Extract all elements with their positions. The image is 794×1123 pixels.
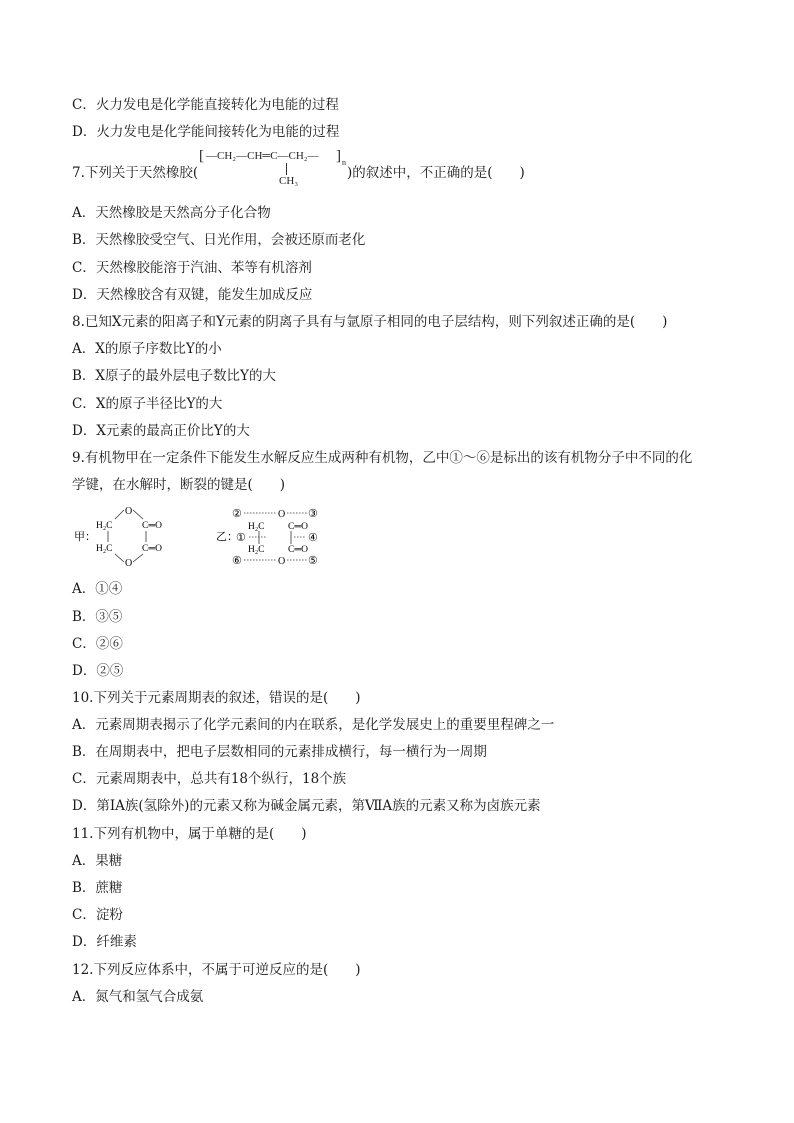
yi-bottom-oxygen: O (278, 556, 286, 567)
jia-bottom-oxygen: O (125, 558, 133, 569)
yi-carbonyl-top: C═O (288, 522, 308, 532)
q9-option-c: C．②⑥ (72, 636, 123, 652)
formula-branch-methyl: CH₃ (279, 175, 299, 187)
bond-number-5: ⑤ (308, 555, 318, 567)
formula-main-chain: —CH₂—CH═C—CH₂— (206, 150, 319, 162)
jia-bond (133, 554, 143, 562)
bond-number-3: ③ (308, 508, 318, 520)
bond-number-4: ④ (308, 532, 318, 544)
bond-number-1: ① (236, 532, 246, 544)
yi-h2c-top: H₂C (248, 522, 265, 532)
q6-option-c: C．火力发电是化学能直接转化为电能的过程 (72, 97, 339, 113)
yi-label: 乙： (216, 531, 238, 543)
bond-number-6: ⑥ (232, 555, 242, 567)
yi-carbonyl-bottom: C═O (288, 545, 308, 555)
q11-option-a: A．果糖 (72, 853, 123, 869)
formula-bracket-right: ] (336, 148, 341, 164)
q6-option-d: D．火力发电是化学能间接转化为电能的过程 (72, 124, 340, 140)
jia-carbonyl-bottom: C═O (142, 544, 162, 554)
jia-h2c-top: H₂C (96, 521, 113, 531)
q7-option-a: A．天然橡胶是天然高分子化合物 (72, 205, 271, 221)
q7-option-c: C．天然橡胶能溶于汽油、苯等有机溶剂 (72, 260, 312, 276)
q8-option-d: D．X元素的最高正价比Y的大 (72, 423, 250, 439)
q11-option-d: D．纤维素 (72, 934, 137, 950)
q8-option-c: C．X的原子半径比Y的大 (72, 396, 223, 412)
q11-option-c: C．淀粉 (72, 907, 123, 923)
q7-stem-end: )的叙述中，不正确的是( ) (347, 165, 525, 181)
q9-option-d: D．②⑤ (72, 663, 124, 679)
q10-option-d: D．第ⅠA族(氢除外)的元素又称为碱金属元素，第ⅦA族的元素又称为卤族元素 (72, 798, 541, 814)
q12-option-a: A．氮气和氢气合成氨 (72, 989, 204, 1005)
formula-bracket-left: [ (199, 148, 204, 164)
q7-option-b: B．天然橡胶受空气、日光作用，会被还原而老化 (72, 232, 366, 248)
q11-stem: 11.下列有机物中，属于单糖的是( ) (72, 826, 307, 842)
q10-stem: 10.下列关于元素周期表的叙述，错误的是( ) (72, 690, 361, 706)
q11-option-b: B．蔗糖 (72, 880, 123, 896)
q7-option-d: D．天然橡胶含有双键，能发生加成反应 (72, 287, 313, 303)
jia-bond (115, 554, 124, 562)
q10-option-c: C．元素周期表中，总共有18个纵行，18个族 (72, 771, 347, 787)
yi-h2c-bottom: H₂C (248, 545, 265, 555)
jia-carbonyl-top: C═O (142, 521, 162, 531)
q9-option-b: B．③⑤ (72, 609, 123, 625)
formula-branch-bond (286, 163, 287, 175)
q8-stem: 8.已知X元素的阳离子和Y元素的阴离子具有与氩原子相同的电子层结构，则下列叙述正确的是( ) (72, 314, 668, 330)
jia-bond (133, 510, 143, 519)
q8-option-a: A．X的原子序数比Y的小 (72, 341, 222, 357)
formula-subscript-n: n (342, 158, 346, 167)
q9-stem-line2: 学键，在水解时，断裂的键是( ) (72, 477, 286, 493)
natural-rubber-formula (199, 148, 347, 190)
jia-h2c-bottom: H₂C (96, 544, 113, 554)
q9-option-a: A．①④ (72, 581, 123, 597)
q10-option-a: A．元素周期表揭示了化学元素间的内在联系，是化学发展史上的重要里程碑之一 (72, 717, 555, 733)
q12-stem: 12.下列反应体系中，不属于可逆反应的是( ) (72, 962, 361, 978)
q7-stem-start: 7.下列关于天然橡胶( (72, 165, 199, 181)
jia-label: 甲： (74, 531, 96, 543)
q9-structures (70, 500, 340, 572)
q8-option-b: B．X原子的最外层电子数比Y的大 (72, 368, 276, 384)
jia-bond (115, 510, 124, 519)
jia-top-oxygen: O (125, 506, 133, 517)
q10-option-b: B．在周期表中，把电子层数相同的元素排成横行，每一横行为一周期 (72, 744, 487, 760)
yi-top-oxygen: O (278, 509, 286, 520)
bond-number-2: ② (232, 508, 242, 520)
q9-stem-line1: 9.有机物甲在一定条件下能发生水解反应生成两种有机物，乙中①～⑥是标出的该有机物分子中不同的化 (72, 450, 693, 466)
